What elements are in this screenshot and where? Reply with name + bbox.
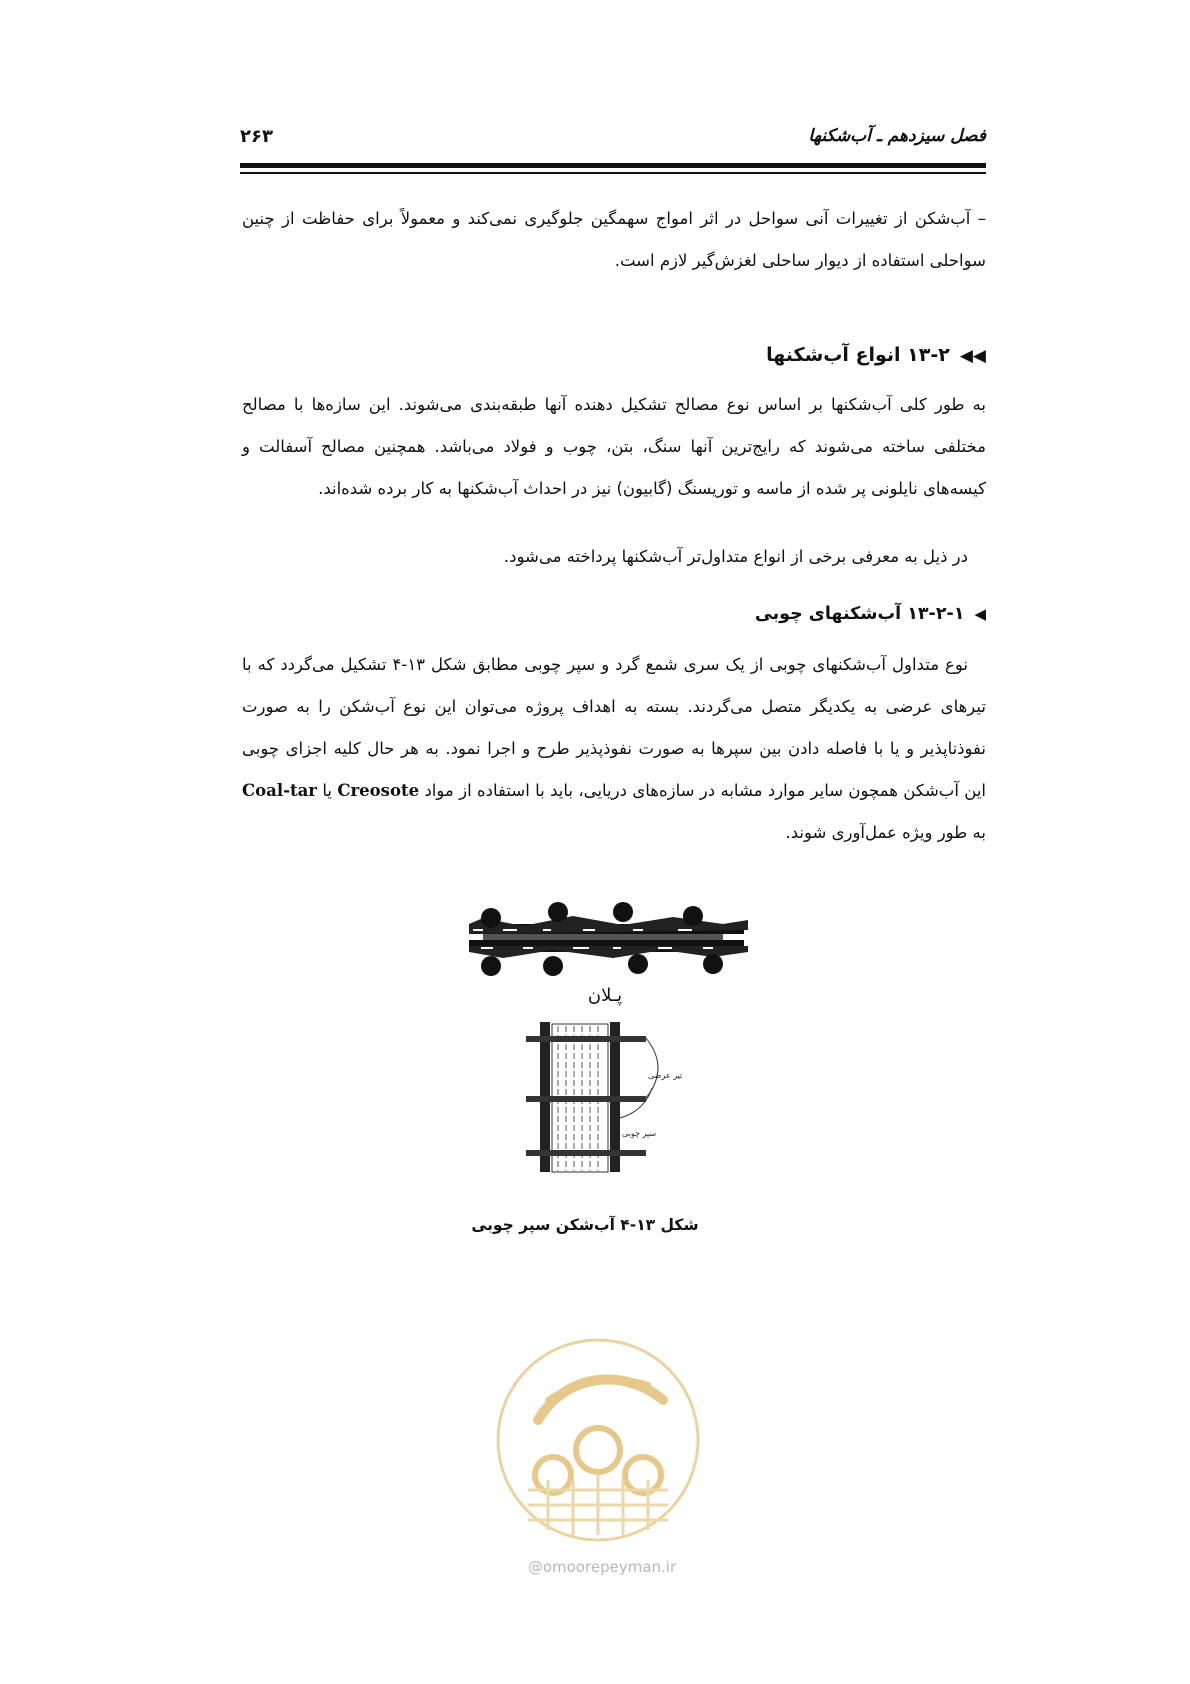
plan-label: پـلان	[587, 985, 623, 1006]
header-rule-thin	[240, 172, 986, 174]
term-coal-tar: Coal-tar	[242, 781, 317, 800]
section-title: ۱۳-۲ انواع آب‌شکنها	[766, 344, 950, 366]
double-arrow-icon: ◀◀	[959, 346, 986, 366]
watermark-logo	[488, 1330, 708, 1550]
beam-label: تیر عرضی	[648, 1071, 682, 1080]
arrow-icon: ◀	[974, 605, 986, 623]
section-paragraph-1: به طور کلی آب‌شکنها بر اساس نوع مصالح تشکیل دهنده آنها طبقه‌بندی می‌شوند. این سازه‌ها با مصالح مختلفی ساخته می‌شوند که رایج‌ترین آنها سنگ، بتن، چوب و فولاد می‌باشد. همچنین مصالح آسفالت و کیسه‌های نایلونی پر شده از ماسه و توریسنگ (گابیون) نیز در احداث آب‌شکنها به کار برده شده‌اند.	[242, 395, 986, 498]
subsection-title: ۱۳-۲-۱ آب‌شکنهای چوبی	[754, 604, 965, 624]
section-heading	[766, 344, 986, 366]
connector-text: یا	[322, 781, 332, 800]
page-number: ۲۶۳	[240, 126, 273, 147]
figure-caption: شکل ۱۳-۴ آب‌شکن سپر چوبی	[471, 1216, 699, 1234]
sheet-label: سپر چوبی	[622, 1129, 657, 1138]
chapter-title: فصل سیزدهم ـ آب‌شکنها	[808, 126, 986, 146]
paragraph-text-1: نوع متداول آب‌شکنهای چوبی از یک سری شمع گرد و سپر چوبی مطابق شکل ۱۳-۴ تشکیل می‌گردد که با تیرهای عرضی به یکدیگر متصل می‌گردند. بسته به اهداف پروژه می‌توان این نوع آب‌شکن را به صورت نفوذناپذیر و یا با فاصله دادن بین سپرها به صورت نفوذپذیر طرح و اجرا نمود. به هر حال کلیه اجزای چوبی این آب‌شکن همچون سایر موارد مشابه در سازه‌های دریایی، باید با استفاده از مواد	[242, 655, 987, 800]
watermark-url: @omoorepeyman.ir	[527, 1558, 677, 1576]
term-creosote: Creosote	[337, 781, 420, 800]
section-paragraph-2: در ذیل به معرفی برخی از انواع متداول‌تر آب‌شکنها پرداخته می‌شود.	[503, 547, 968, 566]
intro-paragraph: – آب‌شکن از تغییرات آنی سواحل در اثر امواج سهمگین جلوگیری نمی‌کند و معمولاً برای حفاظت از چنین سواحلی استفاده از دیوار ساحلی لغزش‌گیر لازم است.	[242, 209, 986, 270]
header-rule-thick	[240, 163, 986, 168]
paragraph-text-2: به طور ویژه عمل‌آوری شوند.	[785, 823, 986, 842]
subsection-paragraph	[242, 644, 986, 854]
plan-view-drawing	[463, 900, 753, 980]
page-header	[240, 126, 986, 156]
subsection-heading	[755, 604, 986, 624]
sheet-pile-detail-drawing	[522, 1018, 682, 1176]
